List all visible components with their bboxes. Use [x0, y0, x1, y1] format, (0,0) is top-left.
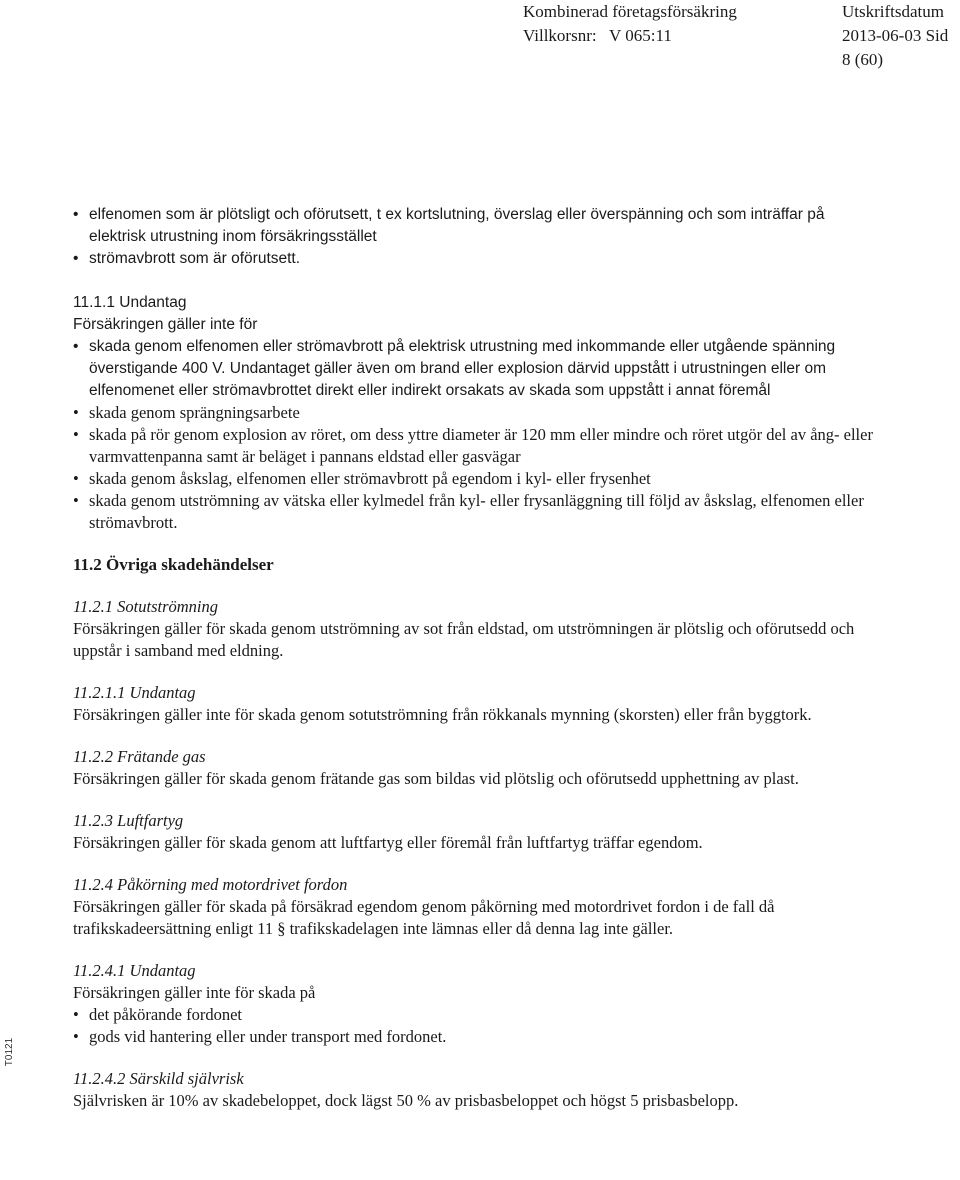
section-intro: Försäkringen gäller inte för skada på — [73, 983, 316, 1002]
section-11-2-2 — [73, 746, 873, 790]
section-text: Försäkringen gäller inte för skada genom sotutströmning från rökkanals mynning (skorsten) eller från byggtork. — [73, 705, 812, 724]
section-text: Självrisken är 10% av skadebeloppet, dock lägst 50 % av prisbasbeloppet och högst 5 prisbasbelopp. — [73, 1091, 739, 1110]
section-title-11-2: 11.2 Övriga skadehändelser — [73, 555, 274, 574]
section-intro: Försäkringen gäller inte för — [73, 316, 258, 333]
side-code: T0121 — [4, 1037, 15, 1067]
list-item: • skada genom åskslag, elfenomen eller strömavbrott på egendom i kyl- eller frysenhet — [73, 468, 873, 490]
document-title: Kombinerad företagsförsäkring — [523, 2, 737, 21]
print-info — [842, 0, 960, 72]
section-11-2-4 — [73, 874, 873, 940]
section-text: Försäkringen gäller för skada genom frätande gas som bildas vid plötslig och oförutsedd upphettning av plast. — [73, 769, 799, 788]
list-item: • skada genom sprängningsarbete — [73, 402, 873, 424]
section-heading: 11.2.1.1 Undantag — [73, 683, 196, 702]
list-item: • skada på rör genom explosion av röret, om dess yttre diameter är 120 mm eller mindre och röret utgör del av ång- eller varmvattenpanna samt är beläget i pannans eldstad eller gasvägar — [73, 424, 873, 468]
terms-label: Villkorsnr: — [523, 26, 597, 45]
section-heading: 11.2.4.2 Särskild självrisk — [73, 1069, 244, 1088]
section-text: Försäkringen gäller för skada på försäkrad egendom genom påkörning med motordrivet fordon i de fall då trafikskadeersättning enligt 11 § trafikskadelagen inte lämnas eller då denna lag inte gäller. — [73, 897, 775, 938]
section-heading: 11.2.3 Luftfartyg — [73, 811, 184, 830]
exclusion-list — [73, 336, 873, 402]
section-text: Försäkringen gäller för skada genom att luftfartyg eller föremål från luftfartyg träffar egendom. — [73, 833, 703, 852]
section-11-2-4-2 — [73, 1068, 873, 1112]
exclusion-list-cont — [73, 402, 873, 534]
section-11-2-1-1 — [73, 682, 873, 726]
intro-bullet-list — [73, 204, 873, 270]
section-11-2-1 — [73, 596, 873, 662]
list-item: • strömavbrott som är oförutsett. — [73, 248, 873, 270]
section-text: Försäkringen gäller för skada genom utströmning av sot från eldstad, om utströmningen är plötslig och oförutsedd och uppstår i samband med eldning. — [73, 619, 855, 660]
print-date-value: 2013-06-03 Sid — [842, 26, 949, 45]
document-body — [73, 204, 873, 1112]
print-date-label: Utskriftsdatum — [842, 2, 944, 21]
section-11-1-1-serif — [73, 402, 873, 534]
list-item: • gods vid hantering eller under transport med fordonet. — [73, 1026, 873, 1048]
section-heading: 11.2.1 Sotutströmning — [73, 597, 218, 616]
section-11-2-4-1 — [73, 960, 873, 1048]
exclusion-list — [73, 1004, 873, 1048]
section-heading: 11.2.2 Frätande gas — [73, 747, 206, 766]
list-item: • elfenomen som är plötsligt och oförutsett, t ex kortslutning, överslag eller överspänning och som inträffar på elektrisk utrustning inom försäkringsstället — [73, 204, 873, 248]
list-item: • skada genom utströmning av vätska eller kylmedel från kyl- eller frysanläggning till följd av åskslag, elfenomen eller strömavbrott. — [73, 490, 873, 534]
section-11-2-3 — [73, 810, 873, 854]
list-item: • skada genom elfenomen eller strömavbrott på elektrisk utrustning med inkommande eller utgående spänning överstigande 400 V. Undantaget gäller även om brand eller explosion därvid uppstått i utrustningen eller om elfenomenet eller strömavbrottet direkt eller indirekt orsakats av skada som uppstått i annat föremål — [73, 336, 873, 402]
section-heading: 11.1.1 Undantag — [73, 294, 187, 311]
document-header — [523, 0, 737, 48]
page-number: 8 (60) — [842, 50, 884, 69]
section-heading: 11.2.4.1 Undantag — [73, 961, 196, 980]
list-item: • det påkörande fordonet — [73, 1004, 873, 1026]
section-11-1-1 — [73, 292, 873, 402]
terms-value: V 065:11 — [609, 26, 672, 45]
section-heading: 11.2.4 Påkörning med motordrivet fordon — [73, 875, 348, 894]
terms-number — [523, 24, 737, 48]
